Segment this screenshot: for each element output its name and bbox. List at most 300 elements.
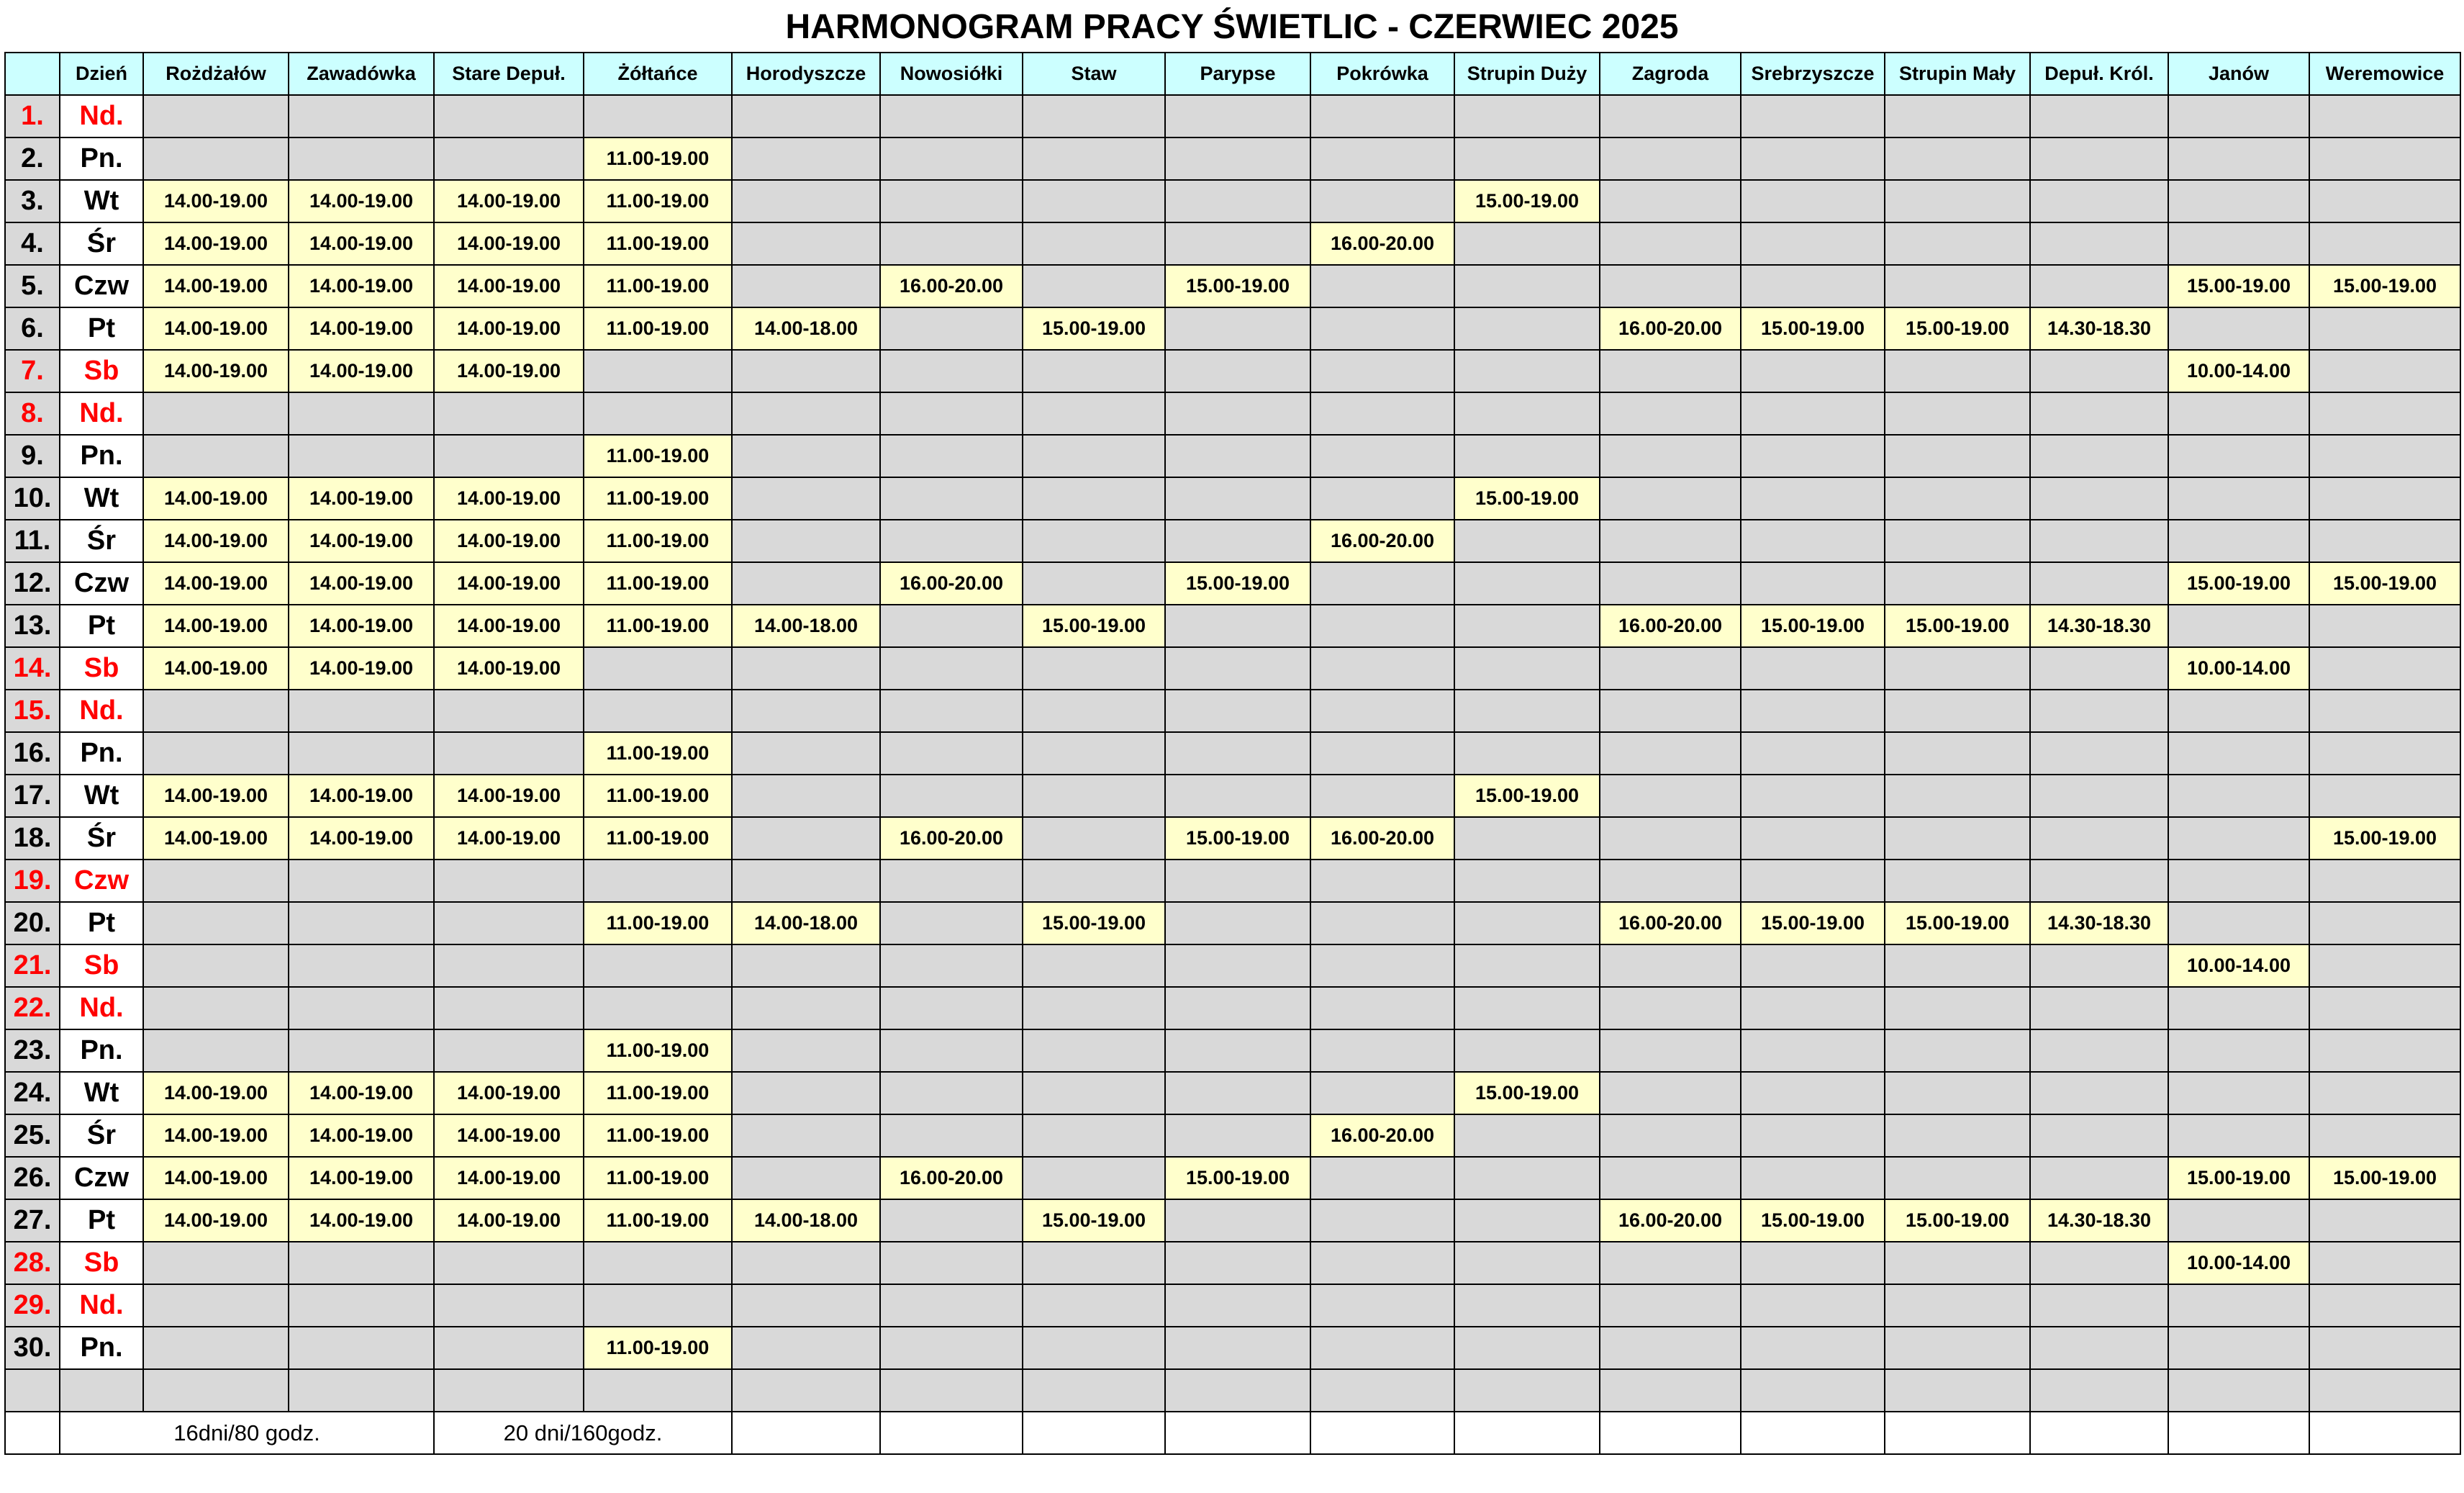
- schedule-cell: [1310, 690, 1454, 732]
- schedule-cell: [143, 1284, 289, 1327]
- summary-empty: [1023, 1412, 1165, 1454]
- schedule-cell: [2168, 1114, 2309, 1157]
- schedule-cell: [1165, 137, 1310, 180]
- schedule-cell: [1885, 1242, 2030, 1284]
- table-row: [5, 222, 2460, 265]
- schedule-cell: [584, 860, 732, 902]
- day-number: 6.: [5, 307, 60, 350]
- schedule-cell: 14.00-18.00: [732, 1199, 880, 1242]
- schedule-cell: [2030, 265, 2168, 307]
- schedule-cell: [732, 775, 880, 817]
- schedule-cell: 14.30-18.30: [2030, 902, 2168, 944]
- schedule-cell: 16.00-20.00: [880, 817, 1023, 860]
- schedule-cell: [1741, 477, 1885, 520]
- schedule-cell: [732, 647, 880, 690]
- schedule-cell: [2168, 732, 2309, 775]
- schedule-cell: [2168, 1029, 2309, 1072]
- schedule-cell: [1023, 95, 1165, 137]
- day-name: Nd.: [60, 987, 143, 1029]
- schedule-cell: 14.00-19.00: [143, 350, 289, 392]
- schedule-cell: [1165, 520, 1310, 562]
- schedule-cell: 15.00-19.00: [1165, 1157, 1310, 1199]
- empty-cell: [434, 1369, 584, 1412]
- schedule-cell: [1885, 350, 2030, 392]
- schedule-cell: [1454, 690, 1600, 732]
- schedule-cell: [1741, 817, 1885, 860]
- table-row: [5, 1114, 2460, 1157]
- schedule-cell: [1741, 1029, 1885, 1072]
- schedule-cell: [1741, 137, 1885, 180]
- schedule-cell: [1023, 222, 1165, 265]
- schedule-cell: [2168, 95, 2309, 137]
- schedule-cell: 15.00-19.00: [1885, 605, 2030, 647]
- day-number: 19.: [5, 860, 60, 902]
- schedule-cell: 15.00-19.00: [1741, 902, 1885, 944]
- schedule-cell: [1165, 477, 1310, 520]
- schedule-cell: [2309, 350, 2460, 392]
- schedule-cell: [1023, 987, 1165, 1029]
- empty-cell: [1741, 1369, 1885, 1412]
- schedule-cell: 16.00-20.00: [880, 265, 1023, 307]
- schedule-cell: [2030, 180, 2168, 222]
- schedule-cell: [2309, 1327, 2460, 1369]
- schedule-cell: 14.00-19.00: [289, 350, 434, 392]
- schedule-cell: [1885, 222, 2030, 265]
- schedule-cell: 11.00-19.00: [584, 1199, 732, 1242]
- header-location: Pokrówka: [1310, 53, 1454, 95]
- schedule-cell: 14.00-19.00: [289, 605, 434, 647]
- schedule-cell: [1885, 817, 2030, 860]
- day-name: Czw: [60, 265, 143, 307]
- schedule-cell: 14.00-19.00: [434, 562, 584, 605]
- schedule-cell: [1741, 732, 1885, 775]
- schedule-cell: 14.00-19.00: [143, 520, 289, 562]
- schedule-cell: [1600, 222, 1741, 265]
- table-row: [5, 307, 2460, 350]
- schedule-cell: 14.00-19.00: [289, 520, 434, 562]
- schedule-cell: [1023, 817, 1165, 860]
- schedule-cell: 10.00-14.00: [2168, 647, 2309, 690]
- schedule-cell: [1454, 562, 1600, 605]
- day-number: 14.: [5, 647, 60, 690]
- table-row: [5, 732, 2460, 775]
- schedule-cell: [1600, 817, 1741, 860]
- empty-cell: [60, 1369, 143, 1412]
- schedule-cell: [2168, 477, 2309, 520]
- schedule-cell: 11.00-19.00: [584, 1327, 732, 1369]
- schedule-cell: [2168, 435, 2309, 477]
- schedule-cell: [1600, 180, 1741, 222]
- header-location: Horodyszcze: [732, 53, 880, 95]
- schedule-cell: [732, 987, 880, 1029]
- schedule-cell: [880, 435, 1023, 477]
- schedule-cell: [1023, 1242, 1165, 1284]
- schedule-cell: [1600, 775, 1741, 817]
- schedule-cell: [2168, 1072, 2309, 1114]
- summary-empty: [2168, 1412, 2309, 1454]
- schedule-cell: [1885, 477, 2030, 520]
- header-location: Srebrzyszcze: [1741, 53, 1885, 95]
- schedule-cell: [2030, 222, 2168, 265]
- schedule-cell: [1310, 860, 1454, 902]
- schedule-cell: [434, 137, 584, 180]
- schedule-table: [4, 52, 2461, 1455]
- schedule-cell: [2030, 1242, 2168, 1284]
- schedule-cell: [1454, 137, 1600, 180]
- schedule-cell: 15.00-19.00: [1023, 1199, 1165, 1242]
- schedule-cell: [2309, 732, 2460, 775]
- schedule-cell: [434, 1242, 584, 1284]
- empty-cell: [289, 1369, 434, 1412]
- day-number: 21.: [5, 944, 60, 987]
- table-row: [5, 987, 2460, 1029]
- schedule-cell: [434, 902, 584, 944]
- schedule-cell: [1023, 775, 1165, 817]
- empty-cell: [880, 1369, 1023, 1412]
- schedule-cell: 14.00-19.00: [143, 817, 289, 860]
- day-number: 30.: [5, 1327, 60, 1369]
- schedule-cell: [1165, 307, 1310, 350]
- empty-cell: [5, 1369, 60, 1412]
- schedule-cell: 14.00-19.00: [434, 520, 584, 562]
- day-number: 15.: [5, 690, 60, 732]
- schedule-cell: [2168, 222, 2309, 265]
- schedule-cell: [1310, 902, 1454, 944]
- schedule-cell: 15.00-19.00: [2309, 817, 2460, 860]
- schedule-cell: [143, 732, 289, 775]
- schedule-cell: 15.00-19.00: [1165, 562, 1310, 605]
- schedule-cell: [1165, 987, 1310, 1029]
- schedule-cell: 11.00-19.00: [584, 732, 732, 775]
- schedule-cell: [2309, 1072, 2460, 1114]
- schedule-cell: 14.00-19.00: [289, 222, 434, 265]
- schedule-cell: [1023, 732, 1165, 775]
- schedule-cell: 15.00-19.00: [1741, 1199, 1885, 1242]
- schedule-cell: [1165, 690, 1310, 732]
- schedule-cell: [1454, 944, 1600, 987]
- schedule-cell: 16.00-20.00: [880, 1157, 1023, 1199]
- schedule-cell: [2030, 690, 2168, 732]
- schedule-cell: 14.00-19.00: [434, 477, 584, 520]
- schedule-cell: [289, 1327, 434, 1369]
- schedule-cell: [1310, 775, 1454, 817]
- schedule-cell: [880, 137, 1023, 180]
- schedule-cell: [1023, 180, 1165, 222]
- day-number: 16.: [5, 732, 60, 775]
- schedule-cell: [1023, 1327, 1165, 1369]
- table-row: [5, 902, 2460, 944]
- schedule-cell: [732, 520, 880, 562]
- schedule-cell: [2030, 562, 2168, 605]
- schedule-cell: [880, 392, 1023, 435]
- table-header: [5, 53, 2460, 95]
- schedule-cell: [1600, 392, 1741, 435]
- schedule-cell: [1741, 562, 1885, 605]
- page-title: HARMONOGRAM PRACY ŚWIETLIC - CZERWIEC 2025: [785, 8, 1679, 46]
- schedule-cell: [1741, 647, 1885, 690]
- schedule-cell: 16.00-20.00: [1310, 520, 1454, 562]
- empty-cell: [1600, 1369, 1741, 1412]
- schedule-cell: 14.00-19.00: [289, 180, 434, 222]
- day-number: 2.: [5, 137, 60, 180]
- schedule-cell: [1885, 1114, 2030, 1157]
- schedule-cell: [732, 265, 880, 307]
- schedule-cell: [143, 137, 289, 180]
- header-location: Janów: [2168, 53, 2309, 95]
- schedule-cell: [1741, 1284, 1885, 1327]
- schedule-cell: [434, 1284, 584, 1327]
- schedule-cell: [2030, 477, 2168, 520]
- schedule-cell: 14.00-19.00: [434, 1157, 584, 1199]
- schedule-cell: [289, 690, 434, 732]
- schedule-cell: [1600, 137, 1741, 180]
- schedule-cell: [2030, 350, 2168, 392]
- schedule-cell: [1165, 1242, 1310, 1284]
- day-name: Pn.: [60, 1029, 143, 1072]
- empty-cell: [1023, 1369, 1165, 1412]
- summary-left: 16dni/80 godz.: [60, 1412, 434, 1454]
- schedule-cell: 15.00-19.00: [1454, 477, 1600, 520]
- schedule-cell: [2030, 435, 2168, 477]
- schedule-cell: [1600, 987, 1741, 1029]
- schedule-cell: 15.00-19.00: [2309, 1157, 2460, 1199]
- table-row: [5, 95, 2460, 137]
- day-number: 3.: [5, 180, 60, 222]
- schedule-cell: [1454, 1242, 1600, 1284]
- schedule-cell: [1165, 775, 1310, 817]
- schedule-cell: [880, 647, 1023, 690]
- empty-row: [5, 1369, 2460, 1412]
- day-name: Pn.: [60, 435, 143, 477]
- header-corner: [5, 53, 60, 95]
- schedule-cell: 16.00-20.00: [1310, 222, 1454, 265]
- schedule-cell: 14.00-19.00: [143, 477, 289, 520]
- schedule-cell: [1741, 95, 1885, 137]
- schedule-cell: 14.00-18.00: [732, 902, 880, 944]
- schedule-cell: 11.00-19.00: [584, 775, 732, 817]
- schedule-cell: [1310, 307, 1454, 350]
- day-number: 7.: [5, 350, 60, 392]
- schedule-cell: [732, 690, 880, 732]
- schedule-cell: [289, 944, 434, 987]
- schedule-cell: 15.00-19.00: [1885, 1199, 2030, 1242]
- schedule-cell: [1885, 1029, 2030, 1072]
- schedule-cell: [1454, 1114, 1600, 1157]
- schedule-cell: [143, 1242, 289, 1284]
- schedule-cell: [1023, 647, 1165, 690]
- day-number: 18.: [5, 817, 60, 860]
- schedule-cell: [1310, 392, 1454, 435]
- schedule-cell: [1165, 902, 1310, 944]
- schedule-cell: [1741, 1242, 1885, 1284]
- table-row: [5, 562, 2460, 605]
- schedule-cell: [2309, 1114, 2460, 1157]
- schedule-cell: 15.00-19.00: [2168, 562, 2309, 605]
- schedule-cell: [2168, 987, 2309, 1029]
- summary-row: [5, 1412, 2460, 1454]
- schedule-cell: 10.00-14.00: [2168, 1242, 2309, 1284]
- schedule-cell: [1600, 1327, 1741, 1369]
- day-number: 27.: [5, 1199, 60, 1242]
- schedule-cell: [434, 392, 584, 435]
- schedule-cell: 11.00-19.00: [584, 435, 732, 477]
- schedule-cell: [1741, 987, 1885, 1029]
- schedule-cell: 14.00-19.00: [289, 775, 434, 817]
- schedule-cell: [2168, 1327, 2309, 1369]
- schedule-cell: [1885, 1327, 2030, 1369]
- schedule-cell: [1885, 732, 2030, 775]
- schedule-cell: 16.00-20.00: [1310, 1114, 1454, 1157]
- schedule-cell: [880, 520, 1023, 562]
- schedule-cell: [732, 860, 880, 902]
- schedule-cell: 14.00-19.00: [143, 1199, 289, 1242]
- schedule-cell: [1454, 902, 1600, 944]
- schedule-cell: [880, 605, 1023, 647]
- schedule-cell: [1023, 860, 1165, 902]
- schedule-cell: [2030, 1029, 2168, 1072]
- schedule-cell: 14.00-19.00: [289, 307, 434, 350]
- schedule-cell: 14.00-19.00: [143, 265, 289, 307]
- schedule-cell: 11.00-19.00: [584, 180, 732, 222]
- schedule-cell: [2030, 647, 2168, 690]
- schedule-cell: [1310, 732, 1454, 775]
- schedule-cell: 11.00-19.00: [584, 307, 732, 350]
- schedule-cell: [1885, 392, 2030, 435]
- schedule-cell: [1454, 647, 1600, 690]
- summary-empty: [1600, 1412, 1741, 1454]
- table-row: [5, 860, 2460, 902]
- schedule-cell: 11.00-19.00: [584, 817, 732, 860]
- table-row: [5, 435, 2460, 477]
- schedule-cell: [880, 222, 1023, 265]
- empty-cell: [2168, 1369, 2309, 1412]
- schedule-cell: [289, 732, 434, 775]
- schedule-cell: 14.00-19.00: [289, 477, 434, 520]
- schedule-cell: [584, 1284, 732, 1327]
- day-number: 13.: [5, 605, 60, 647]
- day-number: 11.: [5, 520, 60, 562]
- schedule-cell: [1310, 1029, 1454, 1072]
- schedule-cell: [2309, 902, 2460, 944]
- empty-cell: [143, 1369, 289, 1412]
- schedule-cell: [880, 1199, 1023, 1242]
- schedule-cell: [1741, 775, 1885, 817]
- schedule-cell: [1165, 1199, 1310, 1242]
- schedule-cell: [2168, 860, 2309, 902]
- summary-empty: [5, 1412, 60, 1454]
- schedule-cell: [1310, 1199, 1454, 1242]
- schedule-cell: [143, 987, 289, 1029]
- table-row: [5, 1199, 2460, 1242]
- day-number: 25.: [5, 1114, 60, 1157]
- schedule-cell: [2309, 775, 2460, 817]
- table-row: [5, 775, 2460, 817]
- schedule-cell: [289, 1242, 434, 1284]
- schedule-cell: [2030, 1327, 2168, 1369]
- table-row: [5, 392, 2460, 435]
- schedule-cell: [880, 477, 1023, 520]
- schedule-cell: 14.00-19.00: [434, 307, 584, 350]
- day-name: Śr: [60, 817, 143, 860]
- schedule-cell: [2309, 520, 2460, 562]
- schedule-cell: [1310, 1327, 1454, 1369]
- day-name: Nd.: [60, 95, 143, 137]
- schedule-cell: [289, 987, 434, 1029]
- schedule-cell: [1600, 1072, 1741, 1114]
- header-location: Stare Depuł.: [434, 53, 584, 95]
- schedule-cell: [1454, 1029, 1600, 1072]
- summary-empty: [2030, 1412, 2168, 1454]
- summary-empty: [1741, 1412, 1885, 1454]
- schedule-cell: [1885, 944, 2030, 987]
- schedule-cell: [1023, 690, 1165, 732]
- schedule-cell: 14.00-19.00: [143, 775, 289, 817]
- schedule-cell: 14.00-19.00: [434, 775, 584, 817]
- schedule-cell: [2309, 95, 2460, 137]
- table-row: [5, 520, 2460, 562]
- schedule-cell: [1023, 1284, 1165, 1327]
- schedule-cell: [2309, 1242, 2460, 1284]
- schedule-cell: [143, 902, 289, 944]
- schedule-cell: [1454, 1327, 1600, 1369]
- schedule-cell: [1023, 944, 1165, 987]
- schedule-cell: 14.00-18.00: [732, 605, 880, 647]
- summary-empty: [1165, 1412, 1310, 1454]
- schedule-cell: 14.00-19.00: [289, 562, 434, 605]
- schedule-cell: [732, 944, 880, 987]
- schedule-cell: [1600, 1284, 1741, 1327]
- schedule-cell: [143, 392, 289, 435]
- schedule-cell: [434, 95, 584, 137]
- schedule-cell: 14.00-19.00: [289, 1114, 434, 1157]
- schedule-cell: 14.00-19.00: [434, 222, 584, 265]
- header-location: Zagroda: [1600, 53, 1741, 95]
- schedule-cell: 14.00-19.00: [143, 605, 289, 647]
- schedule-cell: [1741, 1072, 1885, 1114]
- day-number: 4.: [5, 222, 60, 265]
- schedule-cell: [1600, 690, 1741, 732]
- summary-empty: [1310, 1412, 1454, 1454]
- table-row: [5, 477, 2460, 520]
- schedule-cell: [732, 392, 880, 435]
- schedule-cell: [1600, 647, 1741, 690]
- day-number: 17.: [5, 775, 60, 817]
- header-row: [5, 53, 2460, 95]
- schedule-cell: 14.00-19.00: [434, 1072, 584, 1114]
- schedule-cell: [2309, 137, 2460, 180]
- day-number: 20.: [5, 902, 60, 944]
- schedule-cell: [2309, 1199, 2460, 1242]
- schedule-cell: 15.00-19.00: [1023, 605, 1165, 647]
- schedule-cell: 15.00-19.00: [2309, 562, 2460, 605]
- schedule-cell: [1600, 1242, 1741, 1284]
- schedule-cell: [2030, 392, 2168, 435]
- schedule-cell: [434, 435, 584, 477]
- schedule-cell: 16.00-20.00: [1600, 605, 1741, 647]
- table-row: [5, 1072, 2460, 1114]
- schedule-cell: [1741, 222, 1885, 265]
- schedule-cell: [2309, 477, 2460, 520]
- schedule-cell: [1310, 944, 1454, 987]
- schedule-cell: [1885, 180, 2030, 222]
- day-name: Śr: [60, 222, 143, 265]
- schedule-cell: [434, 1327, 584, 1369]
- schedule-cell: [732, 1242, 880, 1284]
- schedule-cell: [1454, 1284, 1600, 1327]
- schedule-cell: 14.00-19.00: [434, 265, 584, 307]
- schedule-cell: [1454, 392, 1600, 435]
- schedule-cell: [434, 987, 584, 1029]
